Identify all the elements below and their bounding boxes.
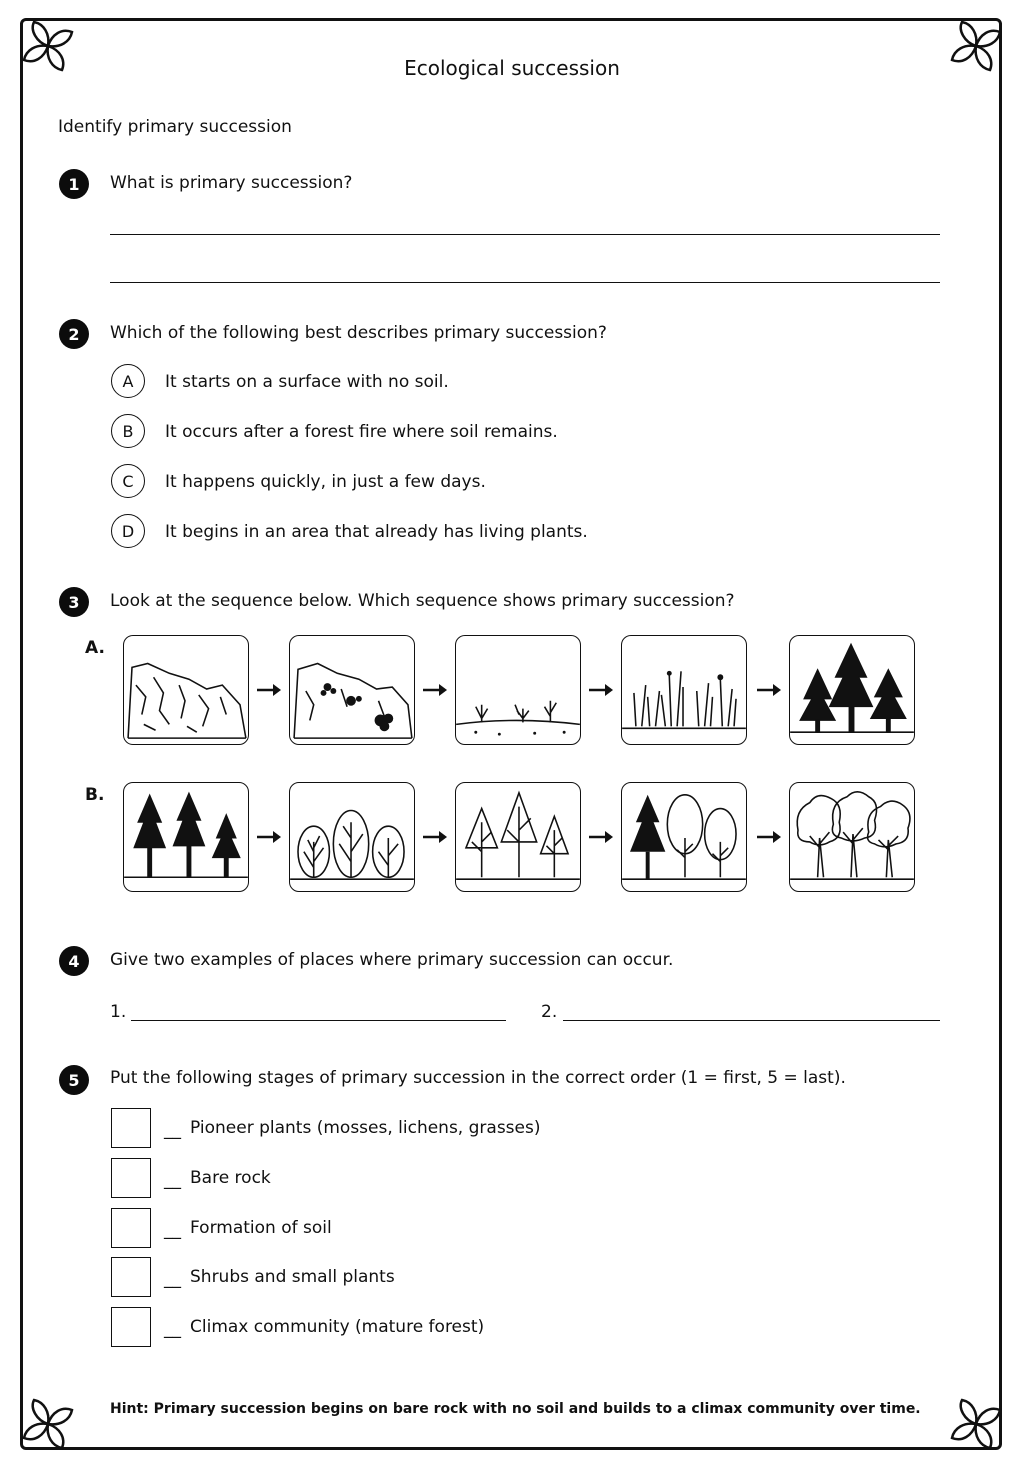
arrow-right-icon bbox=[755, 682, 783, 698]
question-4-text: Give two examples of places where primary succession can occur. bbox=[110, 950, 674, 970]
corner-leaf-ornament-icon bbox=[946, 1394, 1006, 1454]
order-blank: __ bbox=[164, 1319, 181, 1339]
arrow-right-icon bbox=[421, 829, 449, 845]
sequence-b-label[interactable]: B. bbox=[85, 785, 105, 805]
corner-leaf-ornament-icon bbox=[18, 1394, 78, 1454]
answer-line[interactable] bbox=[110, 282, 940, 283]
conifer-forest-image bbox=[789, 635, 915, 745]
question-5-number: 5 bbox=[59, 1065, 89, 1095]
order-blank: __ bbox=[164, 1120, 181, 1140]
arrow-right-icon bbox=[255, 829, 283, 845]
young-trees-image bbox=[455, 782, 581, 892]
mixed-trees-image bbox=[621, 782, 747, 892]
answer-1-label: 1. bbox=[110, 1002, 127, 1022]
arrow-right-icon bbox=[755, 829, 783, 845]
option-b-text: It occurs after a forest fire where soil remains. bbox=[165, 422, 558, 442]
option-a-circle[interactable]: A bbox=[111, 364, 145, 398]
arrow-right-icon bbox=[587, 829, 615, 845]
stage-text: Pioneer plants (mosses, lichens, grasses) bbox=[190, 1118, 541, 1138]
option-a-text: It starts on a surface with no soil. bbox=[165, 372, 449, 392]
lichen-on-rock-image bbox=[289, 635, 415, 745]
question-3-number: 3 bbox=[59, 587, 89, 617]
bare-rock-image bbox=[123, 635, 249, 745]
stage-text: Shrubs and small plants bbox=[190, 1267, 395, 1287]
question-3-text: Look at the sequence below. Which sequence shows primary succession? bbox=[110, 591, 735, 611]
order-box[interactable] bbox=[111, 1208, 151, 1248]
question-4-number: 4 bbox=[59, 946, 89, 976]
answer-2-line[interactable] bbox=[563, 1020, 940, 1021]
arrow-right-icon bbox=[587, 682, 615, 698]
order-box[interactable] bbox=[111, 1108, 151, 1148]
question-1-number: 1 bbox=[59, 169, 89, 199]
order-box[interactable] bbox=[111, 1307, 151, 1347]
stage-text: Formation of soil bbox=[190, 1218, 332, 1238]
stage-text: Climax community (mature forest) bbox=[190, 1317, 485, 1337]
question-2-text: Which of the following best describes primary succession? bbox=[110, 323, 607, 343]
order-box[interactable] bbox=[111, 1257, 151, 1297]
arrow-right-icon bbox=[255, 682, 283, 698]
order-blank: __ bbox=[164, 1170, 181, 1190]
grasses-and-plants-image bbox=[621, 635, 747, 745]
option-d-text: It begins in an area that already has living plants. bbox=[165, 522, 588, 542]
sequence-a-label[interactable]: A. bbox=[85, 638, 105, 658]
answer-line[interactable] bbox=[110, 234, 940, 235]
answer-1-line[interactable] bbox=[131, 1020, 506, 1021]
shrubs-image bbox=[289, 782, 415, 892]
order-box[interactable] bbox=[111, 1158, 151, 1198]
section-subtitle: Identify primary succession bbox=[58, 117, 292, 137]
conifer-trees-image bbox=[123, 782, 249, 892]
arrow-right-icon bbox=[421, 682, 449, 698]
hint-text: Hint: Primary succession begins on bare rock with no soil and builds to a climax community over time. bbox=[110, 1401, 921, 1417]
question-1-text: What is primary succession? bbox=[110, 173, 353, 193]
page-title: Ecological succession bbox=[404, 56, 620, 80]
small-plants-image bbox=[455, 635, 581, 745]
option-d-circle[interactable]: D bbox=[111, 514, 145, 548]
option-c-text: It happens quickly, in just a few days. bbox=[165, 472, 486, 492]
order-blank: __ bbox=[164, 1269, 181, 1289]
mature-deciduous-forest-image bbox=[789, 782, 915, 892]
option-b-circle[interactable]: B bbox=[111, 414, 145, 448]
answer-2-label: 2. bbox=[541, 1002, 558, 1022]
question-2-number: 2 bbox=[59, 319, 89, 349]
stage-text: Bare rock bbox=[190, 1168, 271, 1188]
order-blank: __ bbox=[164, 1220, 181, 1240]
question-5-text: Put the following stages of primary succession in the correct order (1 = first, 5 = last). bbox=[110, 1068, 846, 1088]
option-c-circle[interactable]: C bbox=[111, 464, 145, 498]
